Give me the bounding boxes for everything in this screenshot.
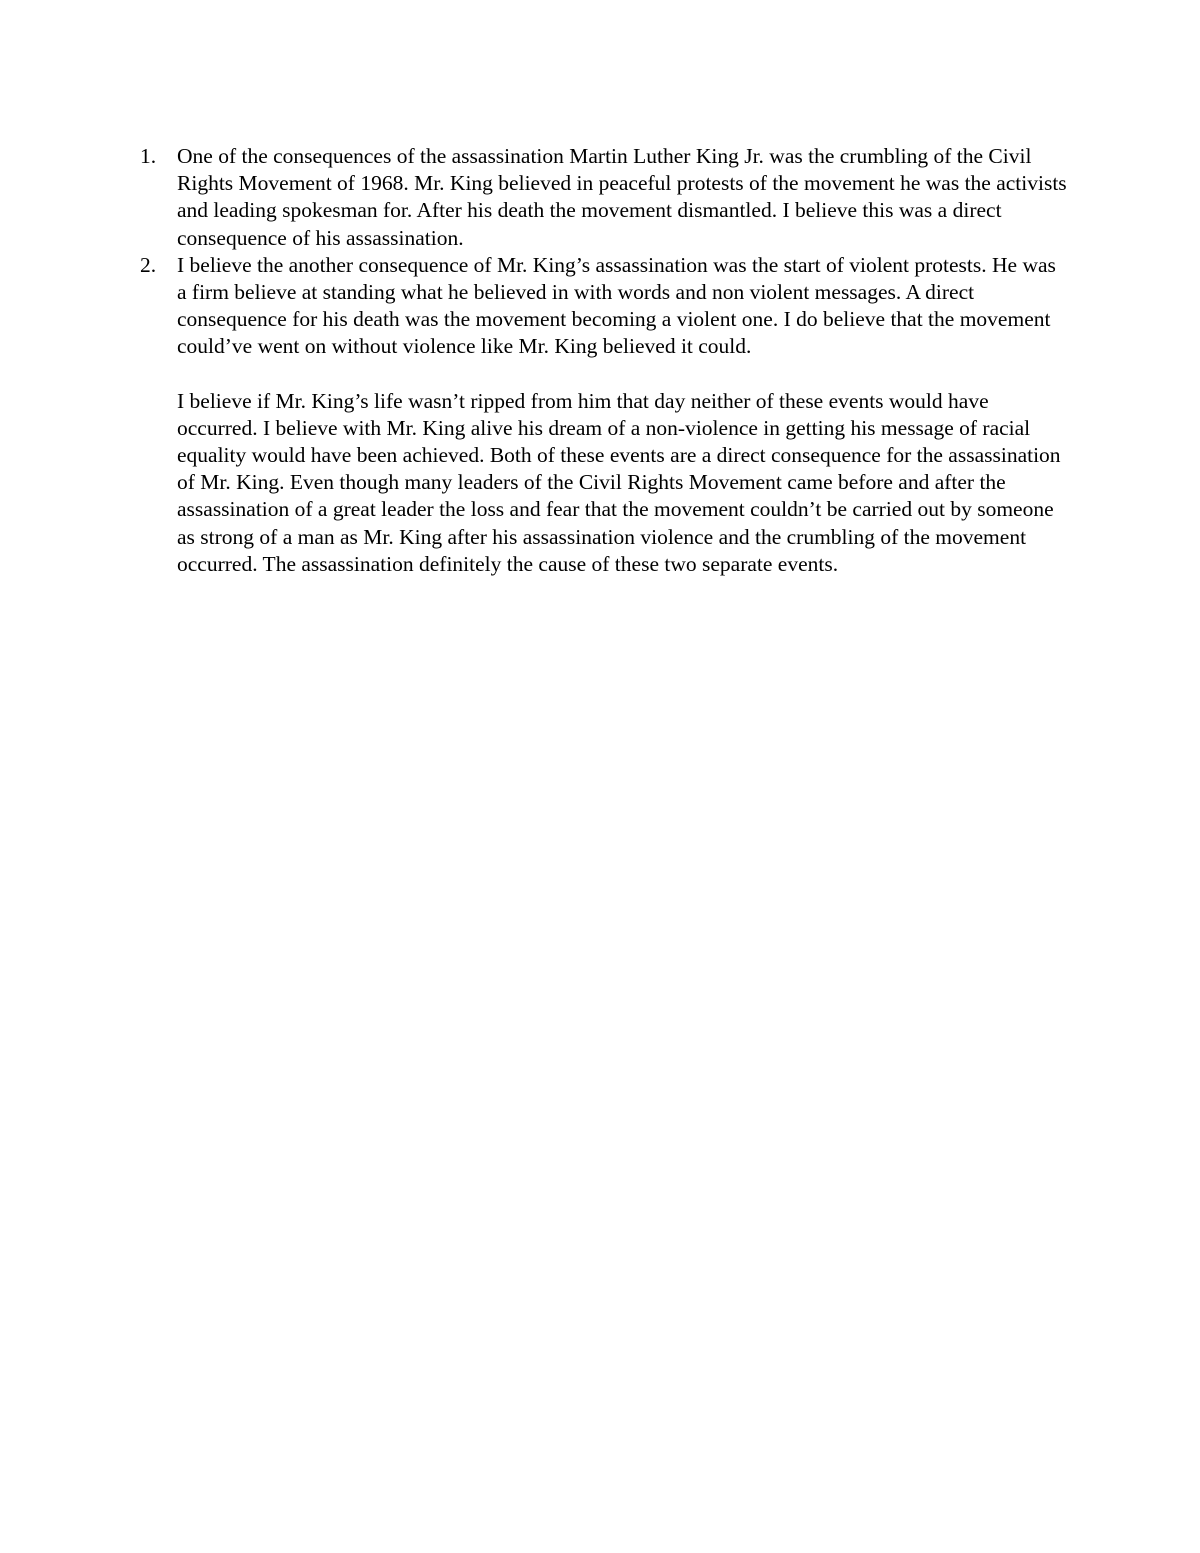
list-item-number: 2.: [140, 252, 157, 277]
document-body: [140, 143, 1070, 578]
list-item: [140, 143, 1070, 252]
conclusion-paragraph: I believe if Mr. King’s life wasn’t ripped from him that day neither of these events would have occurred. I believe with Mr. King alive his dream of a non-violence in getting his message of racial equality would have been achieved. Both of these events are a direct consequence for the assassination of Mr. King. Even though many leaders of the Civil Rights Movement came before and after the assassination of a great leader the loss and fear that the movement couldn’t be carried out by someone as strong of a man as Mr. King after his assassination violence and the crumbling of the movement occurred. The assassination definitely the cause of these two separate events.: [177, 388, 1061, 576]
numbered-list: [140, 143, 1070, 361]
list-item: [140, 252, 1070, 361]
list-item-text: I believe the another consequence of Mr. King’s assassination was the start of violent protests. He was a firm believe at standing what he believed in with words and non violent messages. A direct consequence for his death was the movement becoming a violent one. I do believe that the movement could’ve went on without violence like Mr. King believed it could.: [177, 252, 1056, 359]
list-item-number: 1.: [140, 144, 157, 168]
list-item-text: One of the consequences of the assassination Martin Luther King Jr. was the crumbling of the Civil Rights Movement of 1968. Mr. King believed in peaceful protests of the movement he was the activists and leading spokesman for. After his death the movement dismantled. I believe this was a direct consequence of his assassination.: [177, 144, 1067, 250]
